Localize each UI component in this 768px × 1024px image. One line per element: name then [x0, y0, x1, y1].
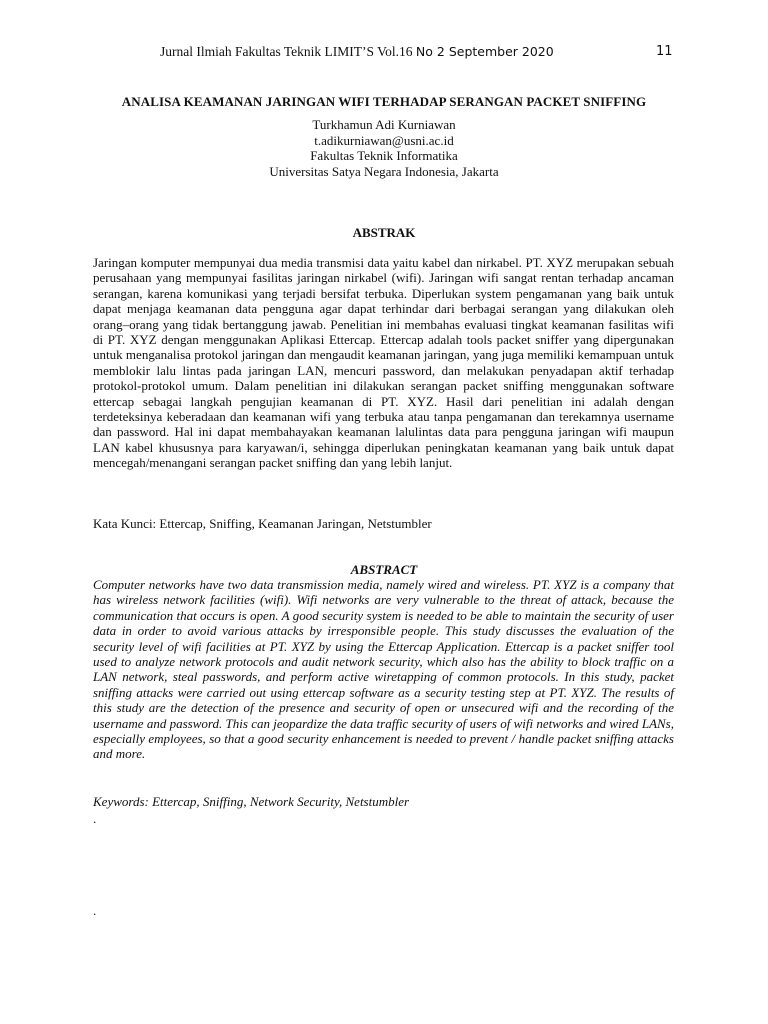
stray-dot: .	[93, 811, 97, 826]
kata-kunci: Kata Kunci: Ettercap, Sniffing, Keamanan Jaringan, Netstumbler	[93, 516, 432, 531]
author-block	[0, 117, 768, 179]
author-email: t.adikurniawan@usni.ac.id	[314, 132, 454, 148]
abstract-body: Computer networks have two data transmission media, namely wired and wireless. PT. XYZ is a company that has wireless network facilities (wifi). Wifi networks are very vulnerable to the threat of attack, because the communication that occurs is open. A good security system is needed to be able to maintain the security of user data in order to avoid various attacks by irresponsible people. This study discusses the evaluation of the security level of wifi facilities at PT. XYZ by using the Ettercap Application. Ettercap is a packet sniffer tool used to analyze network protocols and audit network security, which also has the ability to block traffic on a LAN network, steal passwords, and perform active wiretapping of common protocols. In this study, packet sniffing attacks were carried out using ettercap software as a security testing step at PT. XYZ. The results of this study are the detection of the presence and security of open or unsecured wifi and the recording of the username and password. This can jeopardize the data traffic security of users of wifi networks and wired LANs, especially employees, so that a good security enhancement is needed to prevent / handle packet sniffing attacks and more.	[93, 577, 674, 762]
abstrak-heading: ABSTRAK	[352, 225, 416, 240]
running-header	[160, 43, 680, 61]
author-name: Turkhamun Adi Kurniawan	[312, 117, 456, 132]
author-faculty: Fakultas Teknik Informatika	[310, 148, 458, 164]
page-number: 11	[656, 44, 673, 59]
stray-dot: .	[93, 903, 97, 918]
abstract-heading: ABSTRACT	[350, 562, 418, 577]
abstrak-body: Jaringan komputer mempunyai dua media transmisi data yaitu kabel dan nirkabel. PT. XYZ merupakan sebuah perusahaan yang mempunyai fasilitas jaringan nirkabel (wifi). Jaringan wifi sangat rentan terhadap ancaman serangan, karena komunikasi yang terjadi bersifat terbuka. Diperlukan system pengamanan yang baik untuk dapat menjaga keamanan data pengguna agar dapat terhindar dari berbagai serangan yang dilakukan oleh orang–orang yang tidak bertanggung jawab. Penelitian ini membahas evaluasi tingkat keamanan fasilitas wifi di PT. XYZ dengan menggunakan Aplikasi Ettercap. Ettercap adalah tools packet sniffer yang dipergunakan untuk menganalisa protokol jaringan dan mengaudit keamanan jaringan, yang juga memiliki kemampuan untuk memblokir lalu lintas pada jaringan LAN, mencuri password, dan melakukan penyadapan aktif terhadap protokol-protokol umum. Dalam penelitian ini dilakukan serangan packet sniffing menggunakan software ettercap sebagai langkah pengujian keamanan di PT. XYZ. Hasil dari penelitian ini adalah dengan terdeteksinya keberadaan dan keamanan wifi yang terbuka atau tanpa pengamanan dan terekamnya username dan password. Hal ini dapat membahayakan keamanan lalulintas data para pengguna jaringan wifi maupun LAN kabel khususnya para karyawan/i, sehingga diperlukan peningkatan keamanan yang baik untuk dapat mencegah/menangani serangan packet sniffing dan yang lebih lanjut.	[93, 255, 674, 471]
journal-issue: No 2 September 2020	[415, 44, 554, 59]
paper-title: ANALISA KEAMANAN JARINGAN WIFI TERHADAP SERANGAN PACKET SNIFFING	[121, 94, 647, 109]
journal-name: Jurnal Ilmiah Fakultas Teknik LIMIT’S Vol.16	[160, 44, 413, 59]
author-university: Universitas Satya Negara Indonesia, Jakarta	[269, 163, 499, 179]
keywords-english: Keywords: Ettercap, Sniffing, Network Security, Netstumbler	[93, 794, 410, 809]
